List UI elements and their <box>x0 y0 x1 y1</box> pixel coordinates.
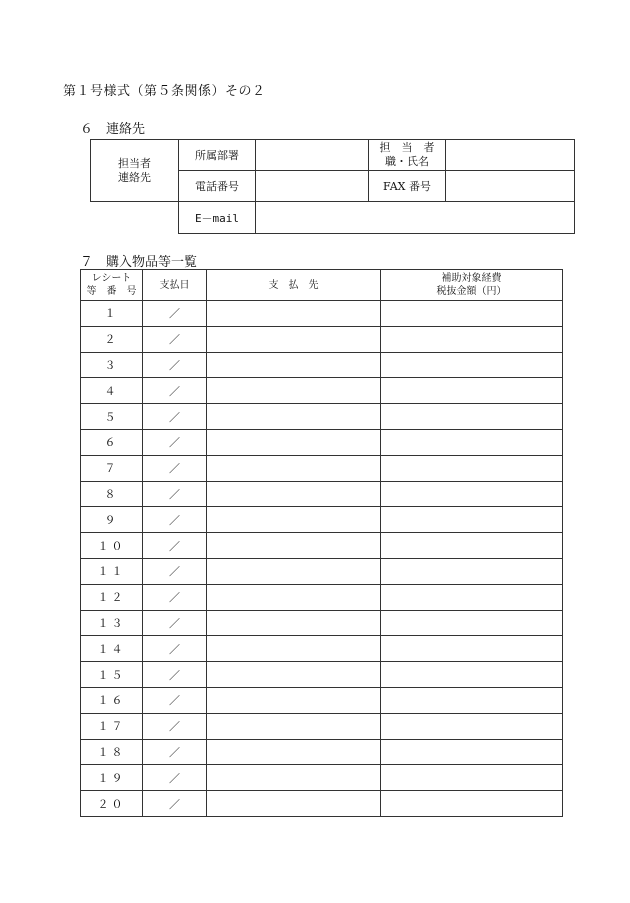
receipt-number: ２０ <box>81 791 143 817</box>
table-row <box>81 739 563 765</box>
payee-field[interactable] <box>207 584 381 610</box>
amount-field[interactable] <box>381 481 563 507</box>
payee-field[interactable] <box>207 662 381 688</box>
fax-field[interactable] <box>446 171 575 202</box>
amount-field[interactable] <box>381 791 563 817</box>
receipt-number: １１ <box>81 558 143 584</box>
amount-field[interactable] <box>381 378 563 404</box>
dept-label: 所属部署 <box>179 140 256 171</box>
amount-field[interactable] <box>381 533 563 559</box>
payee-field[interactable] <box>207 558 381 584</box>
amount-field[interactable] <box>381 584 563 610</box>
payee-field[interactable] <box>207 301 381 327</box>
pay-date-field[interactable]: ／ <box>143 533 207 559</box>
payee-field[interactable] <box>207 739 381 765</box>
receipt-number: １８ <box>81 739 143 765</box>
fax-label: FAX 番号 <box>369 171 446 202</box>
pay-date-field[interactable]: ／ <box>143 378 207 404</box>
payee-field[interactable] <box>207 636 381 662</box>
amount-field[interactable] <box>381 610 563 636</box>
payee-field[interactable] <box>207 378 381 404</box>
pay-date-field[interactable]: ／ <box>143 765 207 791</box>
amount-field[interactable] <box>381 636 563 662</box>
payee-field[interactable] <box>207 429 381 455</box>
amount-field[interactable] <box>381 507 563 533</box>
person-field[interactable] <box>446 140 575 171</box>
amount-field[interactable] <box>381 739 563 765</box>
email-label: E－mail <box>179 202 256 234</box>
receipt-number: １６ <box>81 687 143 713</box>
payee-field[interactable] <box>207 533 381 559</box>
table-row <box>81 584 563 610</box>
receipt-number: １５ <box>81 662 143 688</box>
amount-field[interactable] <box>381 713 563 739</box>
pay-date-field[interactable]: ／ <box>143 429 207 455</box>
receipt-number: １４ <box>81 636 143 662</box>
table-row <box>81 765 563 791</box>
table-row <box>81 455 563 481</box>
pay-date-field[interactable]: ／ <box>143 791 207 817</box>
pay-date-field[interactable]: ／ <box>143 584 207 610</box>
phone-label: 電話番号 <box>179 171 256 202</box>
section-6-title: ６ 連絡先 <box>80 122 146 137</box>
pay-date-field[interactable]: ／ <box>143 558 207 584</box>
amount-field[interactable] <box>381 301 563 327</box>
amount-field[interactable] <box>381 326 563 352</box>
pay-date-field[interactable]: ／ <box>143 301 207 327</box>
table-row <box>81 481 563 507</box>
payee-field[interactable] <box>207 404 381 430</box>
receipt-number: ２ <box>81 326 143 352</box>
table-row <box>81 610 563 636</box>
pay-date-field[interactable]: ／ <box>143 662 207 688</box>
payee-field[interactable] <box>207 791 381 817</box>
pay-date-field[interactable]: ／ <box>143 713 207 739</box>
pay-date-field[interactable]: ／ <box>143 352 207 378</box>
table-row <box>81 662 563 688</box>
payee-field[interactable] <box>207 507 381 533</box>
receipt-number: １０ <box>81 533 143 559</box>
table-row <box>81 507 563 533</box>
pay-date-field[interactable]: ／ <box>143 507 207 533</box>
header-payee: 支 払 先 <box>207 270 381 301</box>
purchase-rows <box>81 301 563 817</box>
payee-field[interactable] <box>207 326 381 352</box>
form-title: 第１号様式（第５条関係）その２ <box>63 84 266 99</box>
contact-table <box>90 139 575 234</box>
amount-field[interactable] <box>381 687 563 713</box>
amount-field[interactable] <box>381 352 563 378</box>
payee-field[interactable] <box>207 352 381 378</box>
table-row <box>81 404 563 430</box>
pay-date-field[interactable]: ／ <box>143 404 207 430</box>
receipt-number: １２ <box>81 584 143 610</box>
payee-field[interactable] <box>207 455 381 481</box>
receipt-number: １ <box>81 301 143 327</box>
pay-date-field[interactable]: ／ <box>143 687 207 713</box>
table-row <box>81 378 563 404</box>
header-amount: 補助対象経費 税抜金額（円） <box>381 270 563 301</box>
header-receipt: レシート 等 番 号 <box>81 270 143 301</box>
amount-field[interactable] <box>381 404 563 430</box>
table-row <box>81 713 563 739</box>
receipt-number: ５ <box>81 404 143 430</box>
receipt-number: ４ <box>81 378 143 404</box>
pay-date-field[interactable]: ／ <box>143 636 207 662</box>
receipt-number: １７ <box>81 713 143 739</box>
contact-label: 担当者 連絡先 <box>91 140 179 202</box>
receipt-number: ９ <box>81 507 143 533</box>
amount-field[interactable] <box>381 662 563 688</box>
pay-date-field[interactable]: ／ <box>143 481 207 507</box>
table-row <box>81 429 563 455</box>
phone-field[interactable] <box>256 171 369 202</box>
payee-field[interactable] <box>207 765 381 791</box>
dept-field[interactable] <box>256 140 369 171</box>
table-row <box>81 326 563 352</box>
amount-field[interactable] <box>381 429 563 455</box>
pay-date-field[interactable]: ／ <box>143 739 207 765</box>
payee-field[interactable] <box>207 687 381 713</box>
email-field[interactable] <box>256 202 575 234</box>
table-row <box>81 533 563 559</box>
receipt-number: ６ <box>81 429 143 455</box>
receipt-number: ７ <box>81 455 143 481</box>
receipt-number: ３ <box>81 352 143 378</box>
purchase-table <box>80 269 563 817</box>
section-7-title: ７ 購入物品等一覧 <box>80 255 198 270</box>
table-row <box>81 558 563 584</box>
amount-field[interactable] <box>381 455 563 481</box>
person-label: 担 当 者 職・氏名 <box>369 140 446 171</box>
pay-date-field[interactable]: ／ <box>143 326 207 352</box>
payee-field[interactable] <box>207 713 381 739</box>
pay-date-field[interactable]: ／ <box>143 455 207 481</box>
table-row <box>81 791 563 817</box>
receipt-number: １３ <box>81 610 143 636</box>
receipt-number: １９ <box>81 765 143 791</box>
pay-date-field[interactable]: ／ <box>143 610 207 636</box>
payee-field[interactable] <box>207 481 381 507</box>
blank-cell <box>91 202 179 234</box>
header-pay-date: 支払日 <box>143 270 207 301</box>
table-row <box>81 352 563 378</box>
table-row <box>81 636 563 662</box>
receipt-number: ８ <box>81 481 143 507</box>
table-row <box>81 687 563 713</box>
payee-field[interactable] <box>207 610 381 636</box>
amount-field[interactable] <box>381 558 563 584</box>
amount-field[interactable] <box>381 765 563 791</box>
table-row <box>81 301 563 327</box>
